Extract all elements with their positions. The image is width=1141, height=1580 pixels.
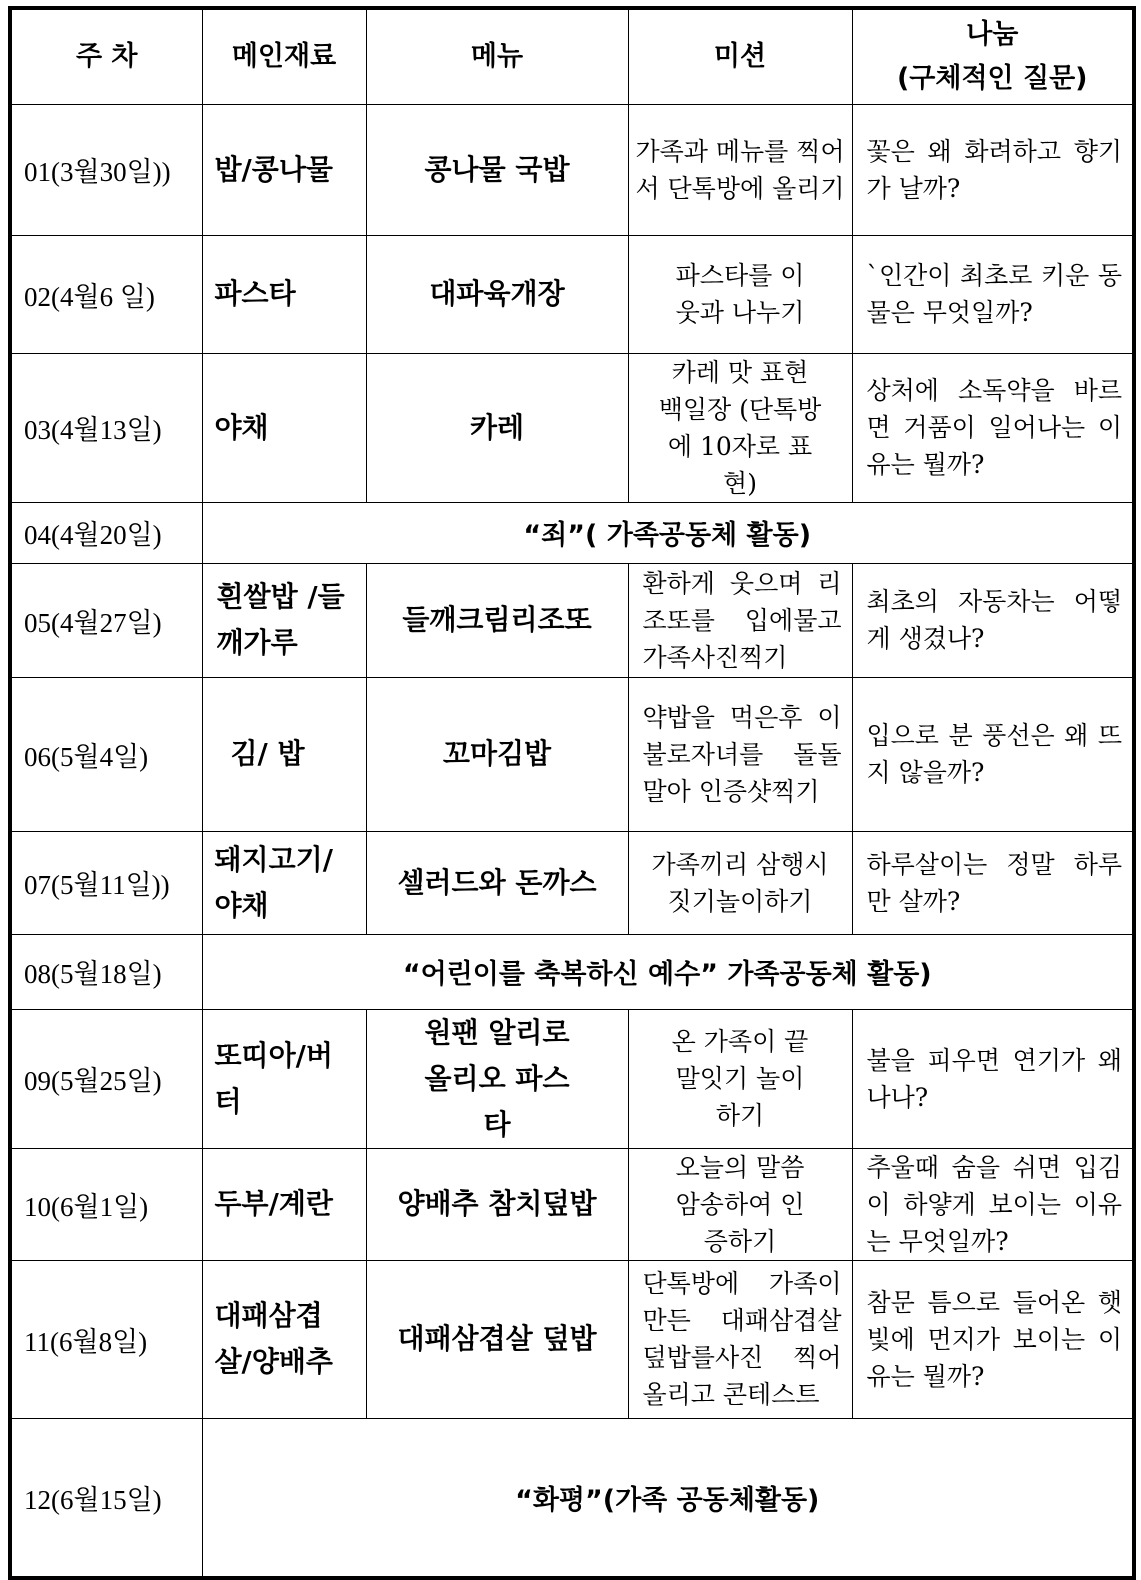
menu-cell: 꼬마김밥: [366, 677, 628, 831]
table-row: [10, 1418, 1134, 1578]
mission-cell: 카레 맛 표현 백일장 (단톡방에 10자로 표현): [628, 353, 852, 502]
header-mission: 미션: [628, 8, 852, 104]
menu-cell: 양배추 참치덮밥: [366, 1148, 628, 1260]
share-question-cell: `인간이 최초로 키운 동물은 무엇일까?: [852, 235, 1134, 353]
share-question-cell: 꽃은 왜 화려하고 향기가 날까?: [852, 104, 1134, 235]
mission-cell: 가족끼리 삼행시 짓기놀이하기: [628, 831, 852, 934]
main-ingredient-cell: 흰쌀밥 /들깨가루: [202, 563, 366, 677]
mission-cell: 온 가족이 끝말잇기 놀이하기: [628, 1009, 852, 1148]
header-week: 주 차: [10, 8, 202, 104]
week-cell: 03(4월13일): [10, 353, 202, 502]
main-ingredient-cell: 김/ 밥: [202, 677, 366, 831]
share-question-cell: 추울때 숨을 쉬면 입김이 하얗게 보이는 이유는 무엇일까?: [852, 1148, 1134, 1260]
mission-cell: 단톡방에 가족이 만든 대패삼겹살 덮밥를사진 찍어 올리고 콘테스트: [628, 1260, 852, 1418]
share-question-cell: 불을 피우면 연기가 왜 나나?: [852, 1009, 1134, 1148]
mission-cell: 파스타를 이웃과 나누기: [628, 235, 852, 353]
week-cell: 01(3월30일)): [10, 104, 202, 235]
table-row: [10, 1260, 1134, 1418]
main-ingredient-cell: 파스타: [202, 235, 366, 353]
mission-cell: 가족과 메뉴를 찍어서 단톡방에 올리기: [628, 104, 852, 235]
week-cell: 09(5월25일): [10, 1009, 202, 1148]
mission-cell: 환하게 웃으며 리조또를 입에물고 가족사진찍기: [628, 563, 852, 677]
table-row: [10, 831, 1134, 934]
weekly-program-table: [8, 6, 1136, 1580]
week-cell: 07(5월11일)): [10, 831, 202, 934]
menu-cell: 대파육개장: [366, 235, 628, 353]
header-share-subtitle: (구체적인 질문): [896, 62, 1088, 94]
menu-cell: 들깨크림리조또: [366, 563, 628, 677]
header-row: [10, 8, 1134, 104]
header-share: [852, 8, 1134, 104]
table-row: [10, 677, 1134, 831]
table-row: [10, 235, 1134, 353]
share-question-cell: 상처에 소독약을 바르면 거품이 일어나는 이유는 뭘까?: [852, 353, 1134, 502]
menu-cell: 카레: [366, 353, 628, 502]
family-activity-cell: “어린이를 축복하신 예수” 가족공동체 활동): [202, 934, 1134, 1009]
table-row: [10, 353, 1134, 502]
main-ingredient-cell: 두부/계란: [202, 1148, 366, 1260]
table-row: [10, 1148, 1134, 1260]
table-row: [10, 934, 1134, 1009]
menu-cell: 대패삼겹살 덮밥: [366, 1260, 628, 1418]
family-activity-cell: “화평”(가족 공동체활동): [202, 1418, 1134, 1578]
week-cell: 02(4월6 일): [10, 235, 202, 353]
week-cell: 05(4월27일): [10, 563, 202, 677]
header-main-ingredient: 메인재료: [202, 8, 366, 104]
family-activity-cell: “죄”( 가족공동체 활동): [202, 502, 1134, 563]
week-cell: 06(5월4일): [10, 677, 202, 831]
weekly-program-sheet: [8, 6, 1132, 1556]
mission-cell: 오늘의 말씀 암송하여 인증하기: [628, 1148, 852, 1260]
main-ingredient-cell: 야채: [202, 353, 366, 502]
share-question-cell: 참문 틈으로 들어온 햇빛에 먼지가 보이는 이유는 뭘까?: [852, 1260, 1134, 1418]
table-row: [10, 104, 1134, 235]
header-share-title: 나눔: [966, 18, 1019, 50]
header-menu: 메뉴: [366, 8, 628, 104]
menu-cell: 콩나물 국밥: [366, 104, 628, 235]
menu-cell: 셀러드와 돈까스: [366, 831, 628, 934]
table-row: [10, 1009, 1134, 1148]
mission-cell: 약밥을 먹은후 이불로자녀를 돌돌말아 인증샷찍기: [628, 677, 852, 831]
week-cell: 12(6월15일): [10, 1418, 202, 1578]
menu-cell: 원팬 알리로올리오 파스타: [366, 1009, 628, 1148]
share-question-cell: 최초의 자동차는 어떻게 생겼나?: [852, 563, 1134, 677]
main-ingredient-cell: 대패삼겹살/양배추: [202, 1260, 366, 1418]
table-row: [10, 502, 1134, 563]
share-question-cell: 입으로 분 풍선은 왜 뜨지 않을까?: [852, 677, 1134, 831]
week-cell: 11(6월8일): [10, 1260, 202, 1418]
main-ingredient-cell: 돼지고기/ 야채: [202, 831, 366, 934]
week-cell: 10(6월1일): [10, 1148, 202, 1260]
main-ingredient-cell: 또띠아/버터: [202, 1009, 366, 1148]
week-cell: 08(5월18일): [10, 934, 202, 1009]
table-row: [10, 563, 1134, 677]
week-cell: 04(4월20일): [10, 502, 202, 563]
main-ingredient-cell: 밥/콩나물: [202, 104, 366, 235]
share-question-cell: 하루살이는 정말 하루만 살까?: [852, 831, 1134, 934]
